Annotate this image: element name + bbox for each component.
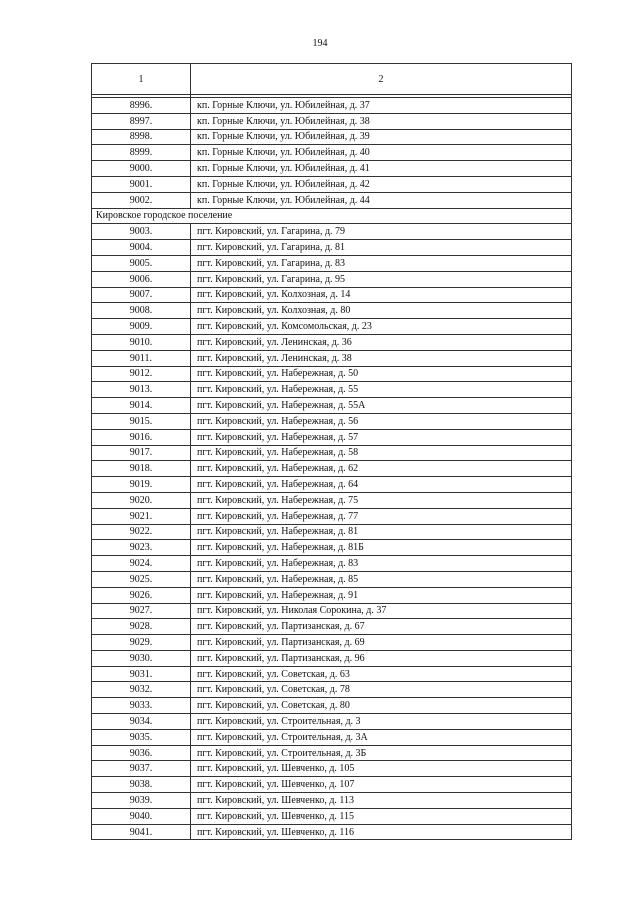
row-number: 9029. <box>92 635 191 651</box>
row-address: пгт. Кировский, ул. Николая Сорокина, д. 37 <box>191 603 572 619</box>
table-row <box>92 603 572 619</box>
row-address: пгт. Кировский, ул. Колхозная, д. 80 <box>191 303 572 319</box>
row-number: 9030. <box>92 650 191 666</box>
row-address: кп. Горные Ключи, ул. Юбилейная, д. 41 <box>191 161 572 177</box>
row-address: пгт. Кировский, ул. Ленинская, д. 36 <box>191 334 572 350</box>
row-address: пгт. Кировский, ул. Советская, д. 78 <box>191 682 572 698</box>
row-address: пгт. Кировский, ул. Набережная, д. 55 <box>191 382 572 398</box>
row-address: пгт. Кировский, ул. Набережная, д. 75 <box>191 492 572 508</box>
table-row <box>92 366 572 382</box>
table-row <box>92 824 572 840</box>
row-address: пгт. Кировский, ул. Набережная, д. 55А <box>191 398 572 414</box>
row-address: пгт. Кировский, ул. Строительная, д. 3 <box>191 714 572 730</box>
row-number: 9002. <box>92 192 191 208</box>
page-number: 194 <box>312 38 328 49</box>
row-address: пгт. Кировский, ул. Партизанская, д. 96 <box>191 650 572 666</box>
row-address: пгт. Кировский, ул. Набережная, д. 83 <box>191 556 572 572</box>
table-row <box>92 429 572 445</box>
table-row <box>92 350 572 366</box>
table-row <box>92 540 572 556</box>
row-number: 9013. <box>92 382 191 398</box>
row-number: 9018. <box>92 461 191 477</box>
row-address: пгт. Кировский, ул. Комсомольская, д. 23 <box>191 319 572 335</box>
table-row <box>92 666 572 682</box>
row-number: 9021. <box>92 508 191 524</box>
row-number: 9024. <box>92 556 191 572</box>
row-number: 9041. <box>92 824 191 840</box>
row-number: 8997. <box>92 113 191 129</box>
table-row <box>92 761 572 777</box>
table-row <box>92 650 572 666</box>
row-number: 9028. <box>92 619 191 635</box>
row-address: пгт. Кировский, ул. Набережная, д. 91 <box>191 587 572 603</box>
table-row <box>92 729 572 745</box>
table-row <box>92 587 572 603</box>
header-row <box>92 64 572 95</box>
row-number: 9008. <box>92 303 191 319</box>
row-address: пгт. Кировский, ул. Набережная, д. 64 <box>191 477 572 493</box>
row-address: пгт. Кировский, ул. Советская, д. 80 <box>191 698 572 714</box>
table-row <box>92 145 572 161</box>
row-address: пгт. Кировский, ул. Набережная, д. 77 <box>191 508 572 524</box>
row-address: пгт. Кировский, ул. Партизанская, д. 67 <box>191 619 572 635</box>
row-address: пгт. Кировский, ул. Шевченко, д. 116 <box>191 824 572 840</box>
row-address: пгт. Кировский, ул. Ленинская, д. 38 <box>191 350 572 366</box>
row-number: 9040. <box>92 808 191 824</box>
row-address: пгт. Кировский, ул. Набережная, д. 56 <box>191 413 572 429</box>
table-row <box>92 682 572 698</box>
row-number: 9020. <box>92 492 191 508</box>
row-number: 9027. <box>92 603 191 619</box>
table-row <box>92 176 572 192</box>
row-address: пгт. Кировский, ул. Шевченко, д. 115 <box>191 808 572 824</box>
table-row <box>92 808 572 824</box>
table-row <box>92 287 572 303</box>
row-number: 9037. <box>92 761 191 777</box>
row-address: пгт. Кировский, ул. Набережная, д. 58 <box>191 445 572 461</box>
row-number: 9009. <box>92 319 191 335</box>
row-number: 9031. <box>92 666 191 682</box>
row-number: 9034. <box>92 714 191 730</box>
row-address: пгт. Кировский, ул. Шевченко, д. 107 <box>191 777 572 793</box>
row-address: пгт. Кировский, ул. Гагарина, д. 81 <box>191 240 572 256</box>
table-row <box>92 508 572 524</box>
row-number: 9023. <box>92 540 191 556</box>
table-row <box>92 413 572 429</box>
header-col-address: 2 <box>191 64 572 95</box>
row-number: 9007. <box>92 287 191 303</box>
table-row <box>92 255 572 271</box>
row-address: кп. Горные Ключи, ул. Юбилейная, д. 42 <box>191 176 572 192</box>
table-row <box>92 319 572 335</box>
table-row <box>92 793 572 809</box>
row-address: пгт. Кировский, ул. Набережная, д. 57 <box>191 429 572 445</box>
row-number: 9038. <box>92 777 191 793</box>
row-number: 9019. <box>92 477 191 493</box>
table-row <box>92 398 572 414</box>
table-row <box>92 714 572 730</box>
row-number: 9000. <box>92 161 191 177</box>
row-address: кп. Горные Ключи, ул. Юбилейная, д. 44 <box>191 192 572 208</box>
row-address: пгт. Кировский, ул. Шевченко, д. 113 <box>191 793 572 809</box>
row-address: кп. Горные Ключи, ул. Юбилейная, д. 39 <box>191 129 572 145</box>
row-number: 9017. <box>92 445 191 461</box>
row-address: пгт. Кировский, ул. Набережная, д. 81Б <box>191 540 572 556</box>
row-address: кп. Горные Ключи, ул. Юбилейная, д. 37 <box>191 98 572 114</box>
row-number: 9035. <box>92 729 191 745</box>
row-number: 9032. <box>92 682 191 698</box>
table-row <box>92 161 572 177</box>
table-body <box>92 98 572 840</box>
table-row <box>92 571 572 587</box>
row-address: пгт. Кировский, ул. Строительная, д. 3А <box>191 729 572 745</box>
row-address: пгт. Кировский, ул. Советская, д. 63 <box>191 666 572 682</box>
table-row <box>92 98 572 114</box>
row-address: пгт. Кировский, ул. Набережная, д. 50 <box>191 366 572 382</box>
table-row <box>92 745 572 761</box>
row-address: пгт. Кировский, ул. Партизанская, д. 69 <box>191 635 572 651</box>
table-row <box>92 777 572 793</box>
table-row <box>92 445 572 461</box>
row-number: 9033. <box>92 698 191 714</box>
row-number: 9012. <box>92 366 191 382</box>
row-number: 9039. <box>92 793 191 809</box>
row-address: кп. Горные Ключи, ул. Юбилейная, д. 38 <box>191 113 572 129</box>
row-address: кп. Горные Ключи, ул. Юбилейная, д. 40 <box>191 145 572 161</box>
row-address: пгт. Кировский, ул. Набережная, д. 85 <box>191 571 572 587</box>
row-number: 8996. <box>92 98 191 114</box>
row-number: 9005. <box>92 255 191 271</box>
header-col-number: 1 <box>92 64 191 95</box>
row-number: 9036. <box>92 745 191 761</box>
section-row <box>92 208 572 224</box>
row-number: 9022. <box>92 524 191 540</box>
table-row <box>92 698 572 714</box>
row-number: 9003. <box>92 224 191 240</box>
table-row <box>92 240 572 256</box>
address-table <box>91 63 572 840</box>
row-address: пгт. Кировский, ул. Шевченко, д. 105 <box>191 761 572 777</box>
table-row <box>92 492 572 508</box>
row-number: 8998. <box>92 129 191 145</box>
row-address: пгт. Кировский, ул. Колхозная, д. 14 <box>191 287 572 303</box>
table-row <box>92 556 572 572</box>
row-address: пгт. Кировский, ул. Гагарина, д. 95 <box>191 271 572 287</box>
row-number: 9025. <box>92 571 191 587</box>
row-number: 9026. <box>92 587 191 603</box>
row-number: 9015. <box>92 413 191 429</box>
table-row <box>92 303 572 319</box>
row-number: 8999. <box>92 145 191 161</box>
row-address: пгт. Кировский, ул. Гагарина, д. 83 <box>191 255 572 271</box>
row-number: 9014. <box>92 398 191 414</box>
row-number: 9011. <box>92 350 191 366</box>
row-number: 9006. <box>92 271 191 287</box>
table-row <box>92 461 572 477</box>
row-address: пгт. Кировский, ул. Набережная, д. 81 <box>191 524 572 540</box>
table-row <box>92 129 572 145</box>
row-number: 9004. <box>92 240 191 256</box>
row-address: пгт. Кировский, ул. Гагарина, д. 79 <box>191 224 572 240</box>
table-row <box>92 271 572 287</box>
table-row <box>92 334 572 350</box>
row-address: пгт. Кировский, ул. Набережная, д. 62 <box>191 461 572 477</box>
row-address: пгт. Кировский, ул. Строительная, д. 3Б <box>191 745 572 761</box>
row-number: 9010. <box>92 334 191 350</box>
table-row <box>92 619 572 635</box>
row-number: 9001. <box>92 176 191 192</box>
section-title: Кировское городское поселение <box>92 208 572 224</box>
table-row <box>92 224 572 240</box>
table-header <box>92 64 572 98</box>
table-row <box>92 113 572 129</box>
table-row <box>92 382 572 398</box>
table-row <box>92 524 572 540</box>
row-number: 9016. <box>92 429 191 445</box>
table-row <box>92 635 572 651</box>
table-row <box>92 477 572 493</box>
table-row <box>92 192 572 208</box>
